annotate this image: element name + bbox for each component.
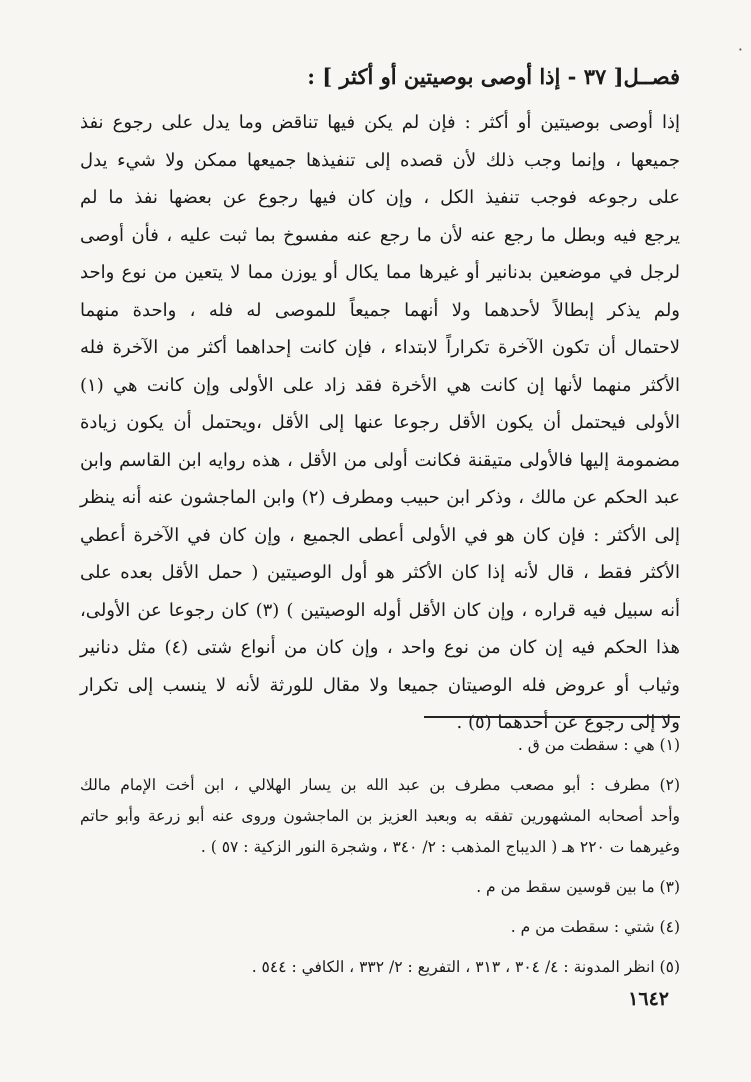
text-line: ولم يذكر إبطالاً لأحدهما ولا أنهما جميعاً للموصى له فله ، واحدة منهما [80,299,680,321]
text-line: أنه سبيل فيه قراره ، وإن كان الأقل أوله الوصيتين ) (٣) كان رجوعا عن الأولى، [80,599,680,621]
footnote: (١) هي : سقطت من ق . [517,736,680,754]
text-line: إلى الأكثر : فإن كان هو في الأولى أعطى الجميع ، وإن كان في الآخرة أعطي [80,524,680,546]
scan-mark: · [737,40,743,59]
page-number: ١٦٤٢ [628,988,669,1010]
text-line: وثياب أو عروض فله الوصيتان جميعا ولا مقال للورثة لأنه لا ينسب إلى تكرار [80,674,680,696]
text-line: يرجع فيه وبطل ما رجع عنه لأن ما رجع عنه مفسوخ بما ثبت عليه ، فأن أوصى [80,224,680,246]
text-line: لرجل في موضعين بدنانير أو غيرها مما يكال أو يوزن مما لا يتعين من نوع واحد [80,262,680,283]
footnotes [80,730,680,983]
footnote-divider [424,716,680,718]
footnote: (٥) انظر المدونة : ٤/ ٣٠٤ ، ٣١٣ ، التفريع : ٢/ ٣٣٢ ، الكافي : ٥٤٤ . [251,958,680,976]
text-line: مضمومة إليها فالأولى متيقنة فكانت أولى من الأقل ، هذه روايه ابن القاسم وابن [80,449,680,471]
footnote: وغيرهما ت ٢٢٠ هـ ( الديباج المذهب : ٢/ ٣٤٠ ، وشجرة النور الزكية : ٥٧ ) . [200,838,680,856]
text-line: لاحتمال أن تكون الآخرة تكراراً لابتداء ، فإن كانت إحداهما أكثر من الآخرة فله [80,337,680,358]
text-line: إذا أوصى بوصيتين أو أكثر : فإن لم يكن فيها تناقض وما يدل على رجوع نفذ [80,112,681,133]
text-line: ولا إلى رجوع عن أحدهما (٥) . [456,712,680,733]
text-line: الأكثر منهما لأنها إن كانت هي الأخرة فقد زاد على الأولى وإن كانت هي (١) [80,374,680,396]
main-text [80,104,680,742]
text-line: جميعها ، وإنما وجب ذلك لأن قصده إلى تنفيذها جميعها ممكن ولا شيء يدل [80,149,680,171]
text-line: الأكثر فقط ، قال لأنه إذا كان الأكثر هو أول الوصيتين ( حمل الأقل بعده على [80,562,680,583]
text-line: هذا الحكم فيه إن كان من نوع واحد ، وإن كان من أنواع شتى (٤) مثل دنانير [80,637,680,658]
footnote: (٢) مطرف : أبو مصعب مطرف بن عبد الله بن يسار الهلالي ، ابن أخت الإمام مالك [80,776,680,794]
footnote: (٣) ما بين قوسين سقط من م . [476,878,680,896]
text-line: الأولى فيحتمل أن يكون الأقل رجوعا عنها إلى الأقل ،ويحتمل أن يكون زيادة [80,412,680,433]
section-heading: فصــل[ ٣٧ - إذا أوصى بوصيتين أو أكثر ] : [307,64,680,89]
footnote: (٤) شتي : سقطت من م . [510,918,680,936]
text-line: عبد الحكم عن مالك ، وذكر ابن حبيب ومطرف (٢) وابن الماجشون عنه أنه ينظر [80,487,680,508]
text-line: على رجوعه فوجب تنفيذ الكل ، وإن كان فيها رجوع عن بعضها نفذ ما لم [80,187,680,208]
footnote: وأحد أصحابه المشهورين تفقه به وبعبد العزيز بن الماجشون وروى عنه أبو زرعة وأبو حاتم [80,807,680,825]
